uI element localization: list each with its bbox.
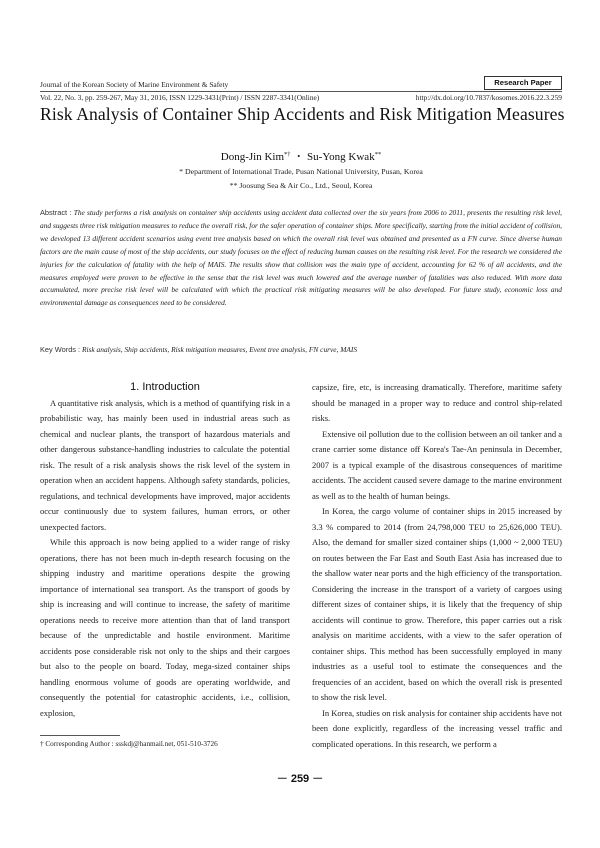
header-rule <box>40 91 562 92</box>
article-type-badge: Research Paper <box>484 76 562 90</box>
citation-line: Vol. 22, No. 3, pp. 259-267, May 31, 2016, ISSN 1229-3431(Print) / ISSN 2287-3341(Online) <box>40 93 320 102</box>
journal-name: Journal of the Korean Society of Marine Environment & Safety <box>40 80 229 89</box>
abstract-label: Abstract : <box>40 208 72 217</box>
author-name: Su-Yong Kwak <box>307 151 375 163</box>
page-number: － 259 － <box>276 773 324 785</box>
keywords-label: Key Words : <box>40 345 81 354</box>
left-column <box>40 380 290 721</box>
keywords-text: Risk analysis, Ship accidents, Risk mitigation measures, Event tree analysis, FN curve, MAIS <box>81 345 358 354</box>
affiliation-2: ** Joosung Sea & Air Co., Ltd., Seoul, Korea <box>229 181 373 190</box>
paragraph: In Korea, the cargo volume of container ships in 2015 increased by 3.3 % compared to 2014 (from 24,798,000 TEU to 25,626,000 TEU). Also, the demand for smaller sized container ships (1,000 ~ 2,000 TEU) on routes between the Far East and South East Asia has increased due to the shallow water near ports and the high efficiency of the transportation. Considering the increase in the transport of a variety of cargoes using different sizes of container ships, it is likely that the frequency of ship accidents will continue to grow. Therefore, this paper carries out a risk analysis on maritime accidents, with a view to the safer operation of container ships. This method has been successfully employed in many industries as a useful tool to estimate the consequences and the frequencies of an accident, based on which the overall risk is presented to show the risk level. <box>312 506 562 702</box>
author-separator: ・ <box>290 151 308 163</box>
author-mark: *† <box>284 151 291 158</box>
abstract-text: The study performs a risk analysis on container ship accidents using accident data collected over the six years from 2006 to 2011, presents the resulting risk level, and suggests three risk mitigation measures to reduce the overall risk, for the safer operation of container ships. More specifically, starting from the initial accident of collision, we developed 13 different accident scenarios using event tree analysis based on which the overall risk level was obtained and presented as a FN curve. Since diverse human factors are the main cause of most of the ship accidents, our study focuses on the effect of reducing human causes on the resulting risk level. For the research we considered the injuries for the calculation of fatality with the help of MAIS. The results show that collision was the main type of accident, accounting for 62 % of all accidents, and the measures employed were proven to be effective in the sense that the risk level was much lowered and the average number of fatalities was also reduced. With more data accumulated, more precise risk level will be calculated with which the practical risk mitigating measures will be also developed. For future study, economic loss and environmental damage as consequences need to be considered. <box>40 208 562 308</box>
paragraph: While this approach is now being applied to a wider range of risky operations, there has not been much in-depth research focusing on the shipping industry and maritime operations despite the growing importance of international sea transport. As the transport of goods by ship is increasing and will continue to increase, the safety of maritime operations needs to receive more attention than that of land transport because of the unpredictable and hostile environment. Maritime accidents pose considerable risk not only to the ships and their cargoes but also to the people on board. Today, mega-sized container ships handling enormous volume of goods are operating worldwide, and consequently the potential for catastrophic accidents, i.e., collision, explosion, <box>40 537 290 718</box>
footnote-rule <box>40 735 120 736</box>
abstract <box>40 207 562 310</box>
right-column <box>312 380 562 752</box>
paper-title: Risk Analysis of Container Ship Accidents and Risk Mitigation Measures <box>40 104 565 124</box>
paragraph: Extensive oil pollution due to the collision between an oil tanker and a crane carrier some distance off Korea's Tae-An peninsula in December, 2007 is a typical example of the disastrous consequences of maritime accidents. The accident caused severe damage to the marine environment as well as to the health of human beings. <box>312 428 562 501</box>
paragraph: capsize, fire, etc, is increasing dramatically. Therefore, maritime safety should be managed in a proper way to reduce and control ship-related risks. <box>312 382 562 423</box>
affiliation-1: * Department of International Trade, Pusan National University, Pusan, Korea <box>179 167 423 176</box>
keywords <box>40 345 562 354</box>
doi-link[interactable]: http://dx.doi.org/10.7837/kosomes.2016.22.3.259 <box>415 93 562 102</box>
author-line <box>40 148 562 164</box>
footnote: † Corresponding Author : ssskdj@hanmail.net, 051-510-3726 <box>40 740 218 748</box>
paragraph: In Korea, studies on risk analysis for container ship accidents have not been done explicitly, regardless of the increasing vessel traffic and complicated operations. In this research, we perform a <box>312 707 562 749</box>
section-heading: 1. Introduction <box>130 381 200 393</box>
author-name: Dong-Jin Kim <box>220 151 285 163</box>
author-mark: ** <box>374 151 382 158</box>
paragraph: A quantitative risk analysis, which is a method of quantifying risk in a probabilistic way, has mainly been used in industrial areas such as chemical and nuclear plants, the transport of hazardous materials and other dangerous substance-handling industries to calculate the potential risk. The result of a risk analysis shows the risk level of the system in operation when an accident happens. Although safety standards, policies, regulations, and technical developments have improved, major accidents occur continuously due to system failures, human errors, or other unexpected factors. <box>40 397 290 532</box>
